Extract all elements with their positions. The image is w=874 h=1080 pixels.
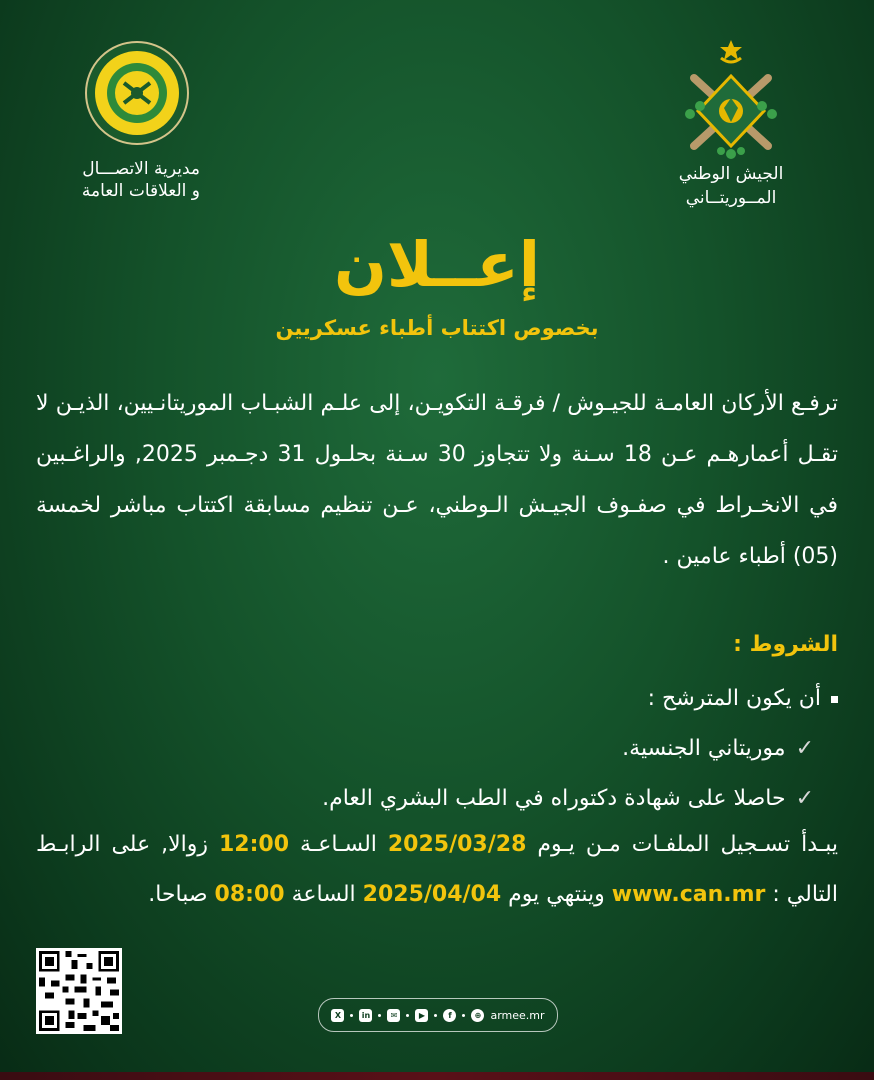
- registration-text: وينتهي يوم: [508, 882, 605, 907]
- army-logo-block: [666, 36, 796, 209]
- department-name-line1: مديرية الاتصـــال: [82, 159, 200, 179]
- registration-line-1: [36, 832, 838, 857]
- social-links-bar: [318, 998, 558, 1032]
- start-date: 2025/03/28: [387, 832, 527, 857]
- start-time: 12:00: [218, 832, 290, 857]
- linkedin-icon[interactable]: in: [359, 1009, 372, 1022]
- registration-text: التالي :: [772, 882, 838, 907]
- mail-icon[interactable]: ✉: [387, 1009, 400, 1022]
- bottom-strip: [0, 1072, 874, 1080]
- condition-intro-text: أن يكون المترشح :: [647, 686, 821, 711]
- conditions-heading: الشروط :: [733, 632, 838, 657]
- army-emblem-icon: [676, 36, 786, 161]
- website-link[interactable]: armee.mr: [490, 1008, 545, 1022]
- x-icon[interactable]: X: [331, 1009, 344, 1022]
- registration-text: صباحا.: [148, 882, 208, 907]
- end-time: 08:00: [214, 882, 285, 907]
- globe-icon[interactable]: ⊕: [471, 1009, 484, 1022]
- army-name-line1: الجيش الوطني: [678, 164, 784, 184]
- registration-link[interactable]: www.can.mr: [611, 882, 766, 907]
- checkmark-icon: ✓: [795, 736, 814, 761]
- youtube-icon[interactable]: ▶: [415, 1009, 428, 1022]
- condition-item-text: حاصلا على شهادة دكتوراه في الطب البشري العام.: [322, 786, 786, 811]
- announcement-subtitle: بخصوص اكتتاب أطباء عسكريين: [275, 316, 599, 340]
- bullet-icon: [831, 696, 838, 703]
- army-name-line2: المــوريتــاني: [685, 188, 777, 208]
- registration-text: السـاعـة: [299, 832, 377, 857]
- end-date: 2025/04/04: [362, 882, 502, 907]
- condition-item: [622, 734, 814, 764]
- checkmark-icon: ✓: [795, 786, 814, 811]
- condition-item: [322, 784, 814, 814]
- registration-text: الساعة: [291, 882, 356, 907]
- facebook-icon[interactable]: f: [443, 1009, 456, 1022]
- qr-code[interactable]: [36, 948, 122, 1034]
- registration-line-2: [36, 882, 838, 907]
- registration-text: زوالا, على الرابـط: [36, 832, 209, 857]
- announcement-body: ترفـع الأركان العامـة للجيـوش / فرقـة التكويـن، إلى علـم الشبـاب الموريتانـيين، الذيـن لا تقـل أعمارهـم عـن 18 سـنة ولا تتجاوز 30 سـنة بحلـول 31 دجـمبر 2025, والراغـبين في الانخـراط في صفـوف الجيـش الـوطني، عـن تنظيم مسابقة اكتتاب مباشر لخمسة (05) أطباء عامين .: [36, 391, 838, 569]
- department-name-line2: و العلاقات العامة: [81, 181, 200, 201]
- department-seal-icon: [84, 40, 190, 146]
- condition-item-text: موريتاني الجنسية.: [622, 736, 786, 761]
- department-logo-block: [62, 40, 212, 202]
- announcement-title: إعــلان: [334, 228, 540, 301]
- registration-text: يبـدأ تسـجيل الملفـات مـن يـوم: [537, 832, 838, 857]
- condition-intro: [648, 684, 838, 714]
